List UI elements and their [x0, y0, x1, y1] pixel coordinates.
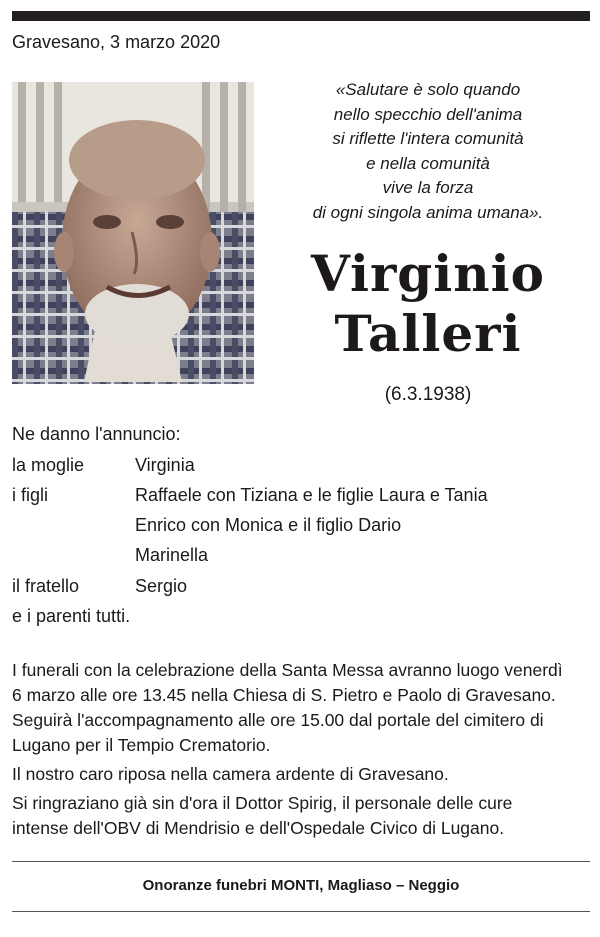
- quote-block: [268, 78, 588, 225]
- wife-label: la moglie: [12, 455, 85, 475]
- quote-line: vive la forza: [382, 178, 474, 197]
- funeral-line: I funerali con la celebrazione della Santa Messa avranno luogo venerdì: [12, 660, 563, 680]
- children-label: i figli: [12, 485, 49, 505]
- thanks-paragraph: [12, 791, 590, 841]
- rest-paragraph: Il nostro caro riposa nella camera ardente di Gravesano.: [12, 764, 449, 784]
- deceased-first-name: Virginio: [311, 244, 545, 303]
- quote-line: di ogni singola anima umana».: [312, 202, 544, 222]
- place-date: Gravesano, 3 marzo 2020: [12, 32, 221, 52]
- brother-label: il fratello: [12, 576, 80, 596]
- top-rule: [12, 11, 590, 21]
- quote-line: nello specchio dell'anima: [333, 104, 523, 124]
- thanks-line: intense dell'OBV di Mendrisio e dell'Ospedale Civico di Lugano.: [12, 818, 505, 838]
- funeral-paragraph: [12, 658, 590, 758]
- funeral-line: Seguirà l'accompagnamento alle ore 15.00 dal portale del cimitero di: [12, 710, 544, 730]
- child-entry: Marinella: [135, 545, 209, 565]
- relatives-line: e i parenti tutti.: [12, 606, 131, 626]
- funeral-line: 6 marzo alle ore 13.45 nella Chiesa di S. Pietro e Paolo di Gravesano.: [12, 685, 556, 705]
- brother-name: Sergio: [135, 576, 188, 596]
- quote-line: «Salutare è solo quando: [335, 80, 521, 99]
- funeral-line: Lugano per il Tempio Crematorio.: [12, 735, 271, 755]
- thanks-line: Si ringraziano già sin d'ora il Dottor Spirig, il personale delle cure: [12, 793, 513, 813]
- child-entry: Enrico con Monica e il figlio Dario: [135, 515, 402, 535]
- divider: [12, 911, 590, 912]
- divider: [12, 861, 590, 862]
- quote-line: e nella comunità: [366, 153, 490, 173]
- portrait-photo: [12, 82, 254, 384]
- child-entry: Raffaele con Tiziana e le figlie Laura e Tania: [135, 485, 488, 505]
- birth-date: (6.3.1938): [384, 384, 472, 405]
- announcement-intro: Ne danno l'annuncio:: [12, 424, 181, 444]
- quote-line: si riflette l'intera comunità: [332, 129, 524, 148]
- wife-name: Virginia: [135, 455, 195, 475]
- deceased-last-name: Talleri: [334, 304, 522, 363]
- funeral-home: Onoranze funebri MONTI, Magliaso – Neggio: [142, 877, 460, 894]
